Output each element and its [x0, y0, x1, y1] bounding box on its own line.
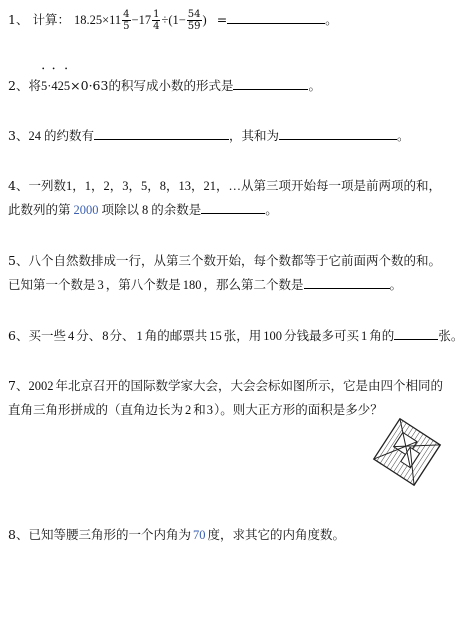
- q1-expr-c: ÷(1−: [161, 13, 186, 27]
- q7-text-4: ）。则大正方形的面积是多少？: [214, 402, 383, 417]
- q6-n6: 1: [361, 329, 368, 343]
- q3-divisors-blank[interactable]: [94, 126, 229, 140]
- q5-text-1: 八个自然数排成一行，从第三个数开始，每个数都等于它前面两个数的和。: [28, 253, 441, 268]
- q4-sequence: 1，1，2，3，5，8，13，21，…: [65, 179, 241, 193]
- question-3: [8, 126, 410, 146]
- q8-number: 8、: [8, 527, 29, 542]
- q6-text-1: 买一些: [28, 328, 66, 343]
- question-1: [8, 6, 338, 34]
- q6-text-5: 张，用: [223, 328, 262, 343]
- q1-lead: 计算：: [32, 12, 70, 27]
- q4-number: 4、: [8, 178, 29, 193]
- question-5: [8, 251, 441, 271]
- q4-text-5: 的余数是: [151, 202, 202, 217]
- q3-text-1: 的约数有: [43, 128, 94, 143]
- q1-answer-blank[interactable]: [227, 10, 325, 24]
- q8-text-1: 已知等腰三角形的一个内角为: [28, 527, 191, 542]
- q7-text-2: 直角三角形拼成的（直角边长为: [8, 402, 184, 417]
- q5-text-3: ，第八个数是: [105, 277, 181, 292]
- q5-answer-blank[interactable]: [304, 275, 390, 289]
- q7-leg-b: 3: [206, 403, 214, 417]
- q2-number: 2、: [8, 78, 29, 93]
- q1-end: 。: [325, 12, 338, 27]
- q7-number: 7、: [8, 378, 29, 393]
- q6-n1: 4: [67, 329, 75, 343]
- q5-number: 5、: [8, 253, 29, 268]
- q3-number: 3、: [8, 128, 29, 143]
- q1-expr-e: ): [202, 13, 207, 27]
- q7-text-1: 年北京召开的国际数学家大会，大会会标如图所示，它是由四个相同的: [55, 378, 443, 393]
- question-5-line-2: [8, 275, 402, 295]
- q1-fraction-3: $\frac{54}{59}$: [187, 9, 201, 32]
- question-2: [8, 76, 321, 96]
- q4-answer-blank[interactable]: [201, 200, 265, 214]
- q6-n4: 15: [209, 329, 222, 343]
- q4-end: 。: [265, 202, 278, 217]
- question-4-line-2: [8, 200, 278, 220]
- emblem-square: [367, 412, 447, 492]
- q6-n3: 1: [136, 329, 143, 343]
- question-6: [8, 326, 463, 346]
- question-8: [8, 525, 345, 545]
- q5-text-4: ，那么第二个数是: [203, 277, 304, 292]
- q6-answer-blank[interactable]: [394, 326, 438, 340]
- q3-text-2: ，其和为: [228, 128, 279, 143]
- q6-n5: 100: [263, 329, 283, 343]
- congress-emblem-figure: [367, 412, 447, 492]
- q7-text-3: 和: [193, 402, 206, 417]
- question-7: [8, 376, 443, 396]
- q6-text-7: 角的: [369, 328, 395, 343]
- q5-first-number: 3: [97, 278, 104, 292]
- q4-term-index: 2000: [73, 203, 99, 217]
- q6-text-4: 角的邮票共: [144, 328, 208, 343]
- q6-text-2: 分、: [76, 328, 102, 343]
- q2-end: 。: [308, 78, 321, 93]
- q4-text-4: 项除以: [101, 202, 140, 217]
- q4-text-2: 从第三项开始每一项是前两项的和，: [240, 178, 441, 193]
- q5-eighth-number: 180: [182, 278, 202, 292]
- q3-number-24: 24: [28, 129, 41, 143]
- q1-number: 1、: [8, 12, 29, 27]
- q2-text-1: 将: [28, 78, 41, 93]
- q6-text-6: 分钱最多可买: [284, 328, 360, 343]
- q1-expr-a: 18.25×11: [73, 13, 122, 27]
- q8-text-2: 度，求其它的内角度数。: [207, 527, 345, 542]
- q1-fraction-1: $\frac{4}{5}$: [123, 9, 130, 32]
- q4-divisor: 8: [142, 203, 149, 217]
- q3-end: 。: [396, 128, 410, 143]
- question-7-line-2: [8, 400, 383, 420]
- q6-text-3: 分、: [109, 328, 135, 343]
- q8-angle: 70: [192, 528, 206, 542]
- q4-text-3: 此数列的第: [8, 202, 71, 217]
- q6-number: 6、: [8, 328, 29, 343]
- q6-n2: 8: [102, 329, 109, 343]
- q5-text-2: 已知第一个数是: [8, 277, 96, 292]
- q1-fraction-2: $\frac{1}{4}$: [153, 9, 160, 32]
- q4-text-1: 一列数: [28, 178, 66, 193]
- q1-equals: =: [216, 12, 228, 27]
- q2-text-2: ×0·63的积写成小数的形式是: [70, 78, 234, 93]
- q5-end: 。: [389, 277, 403, 292]
- q2-answer-blank[interactable]: [233, 76, 308, 90]
- q7-year: 2002: [28, 379, 54, 393]
- q1-expr-b: −17: [131, 13, 152, 27]
- q3-sum-blank[interactable]: [279, 126, 397, 140]
- q2-repeating-decimal: • 5·• 42• 5: [41, 79, 70, 93]
- question-4: [8, 176, 441, 196]
- q6-end: 张。: [438, 328, 464, 343]
- q7-leg-a: 2: [185, 403, 192, 417]
